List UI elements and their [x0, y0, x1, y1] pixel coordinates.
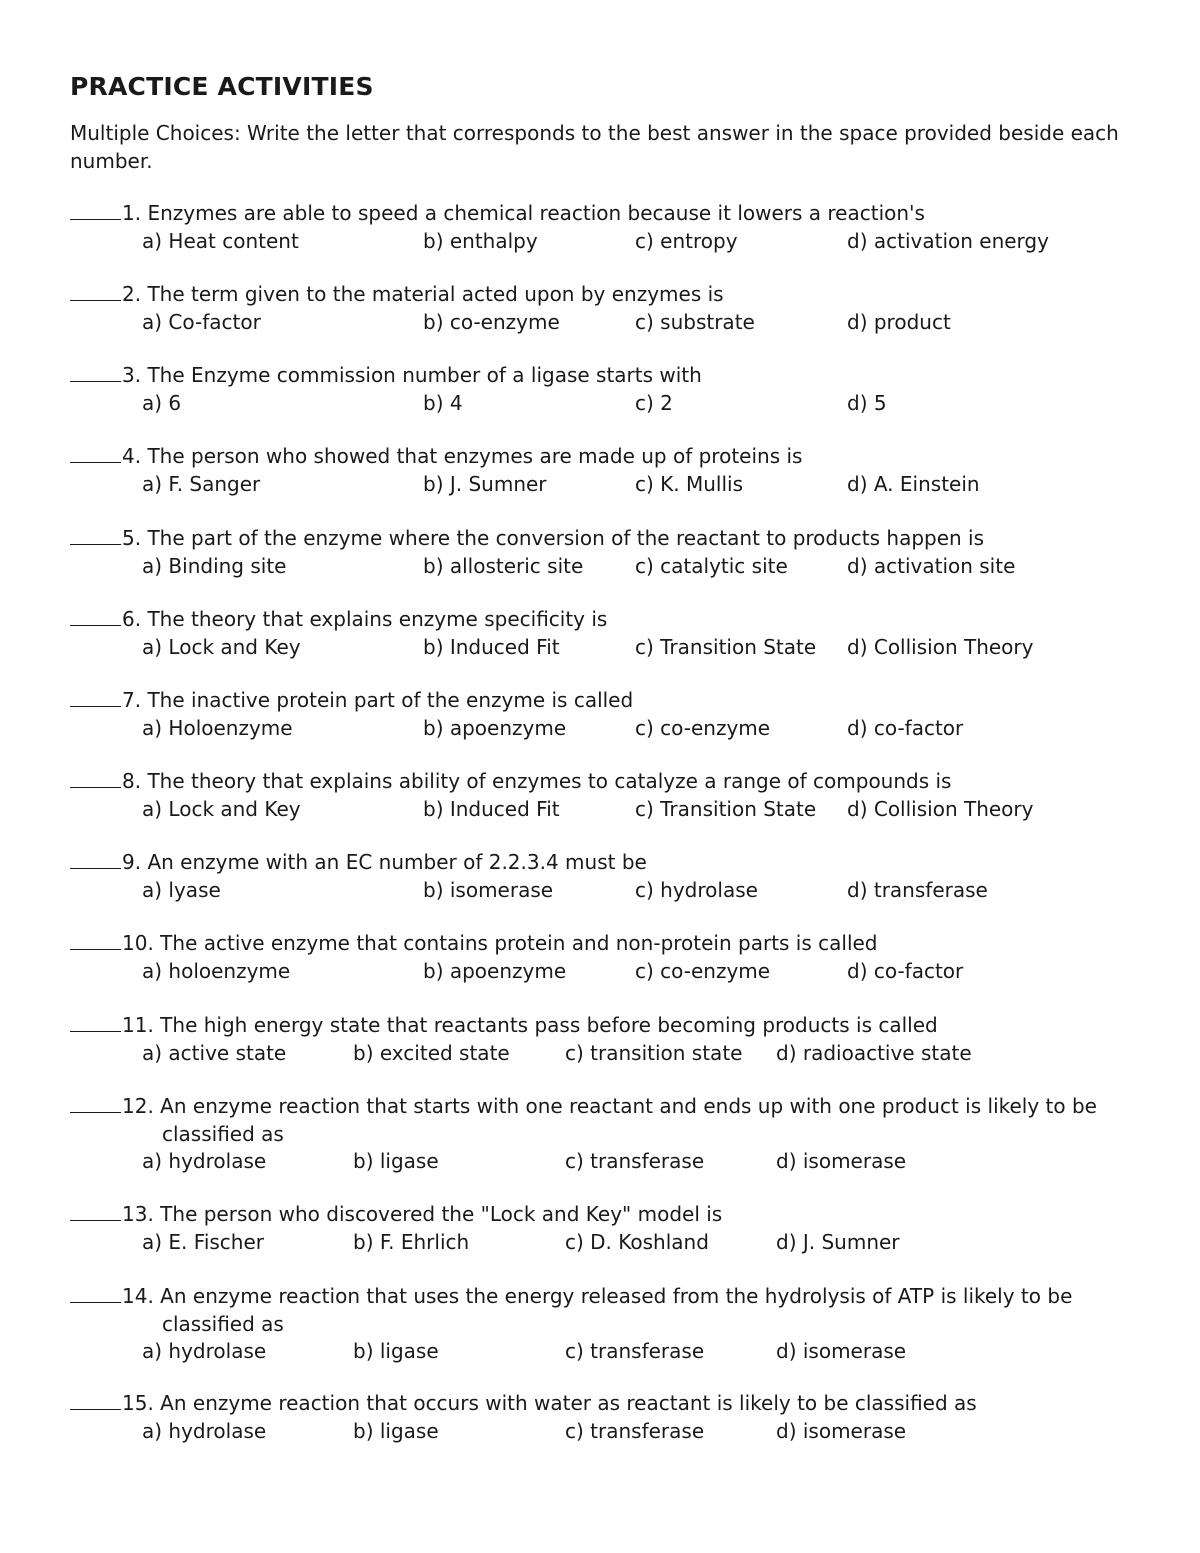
question-item [70, 443, 1150, 498]
option-c: c) co-enzyme [635, 958, 771, 983]
option-c: c) transferase [565, 1149, 705, 1173]
question-text: An enzyme with an EC number of 2.2.3.4 must be [147, 850, 647, 874]
option-row [70, 634, 1150, 662]
question-text: The person who discovered the "Lock and Key" model is [160, 1202, 723, 1226]
question-text: The high energy state that reactants pass before becoming products is called [160, 1013, 938, 1037]
question-number: 15. [122, 1391, 154, 1415]
option-row [70, 1040, 1150, 1068]
question-text: The part of the enzyme where the conversion of the reactant to products happen is [147, 526, 985, 550]
option-b: b) co-enzyme [423, 309, 560, 334]
option-c: c) transferase [565, 1339, 705, 1363]
option-d: d) co-factor [847, 958, 964, 983]
option-row [70, 1338, 1150, 1366]
option-a: a) 6 [142, 390, 182, 415]
question-stem [70, 849, 1150, 877]
option-b: b) enthalpy [423, 228, 538, 253]
question-stem [70, 1201, 1150, 1229]
question-item [70, 849, 1150, 904]
option-d: d) isomerase [776, 1339, 907, 1363]
option-a: a) Lock and Key [142, 634, 301, 659]
option-d: d) J. Sumner [776, 1229, 900, 1254]
question-item [70, 281, 1150, 336]
question-number: 4. [122, 444, 142, 468]
option-b: b) ligase [353, 1418, 439, 1443]
answer-blank[interactable] [70, 443, 121, 463]
option-d: d) Collision Theory [847, 796, 1034, 821]
option-c: c) D. Koshland [565, 1229, 709, 1254]
question-number: 8. [122, 769, 142, 793]
option-c: c) transition state [565, 1040, 743, 1065]
question-item [70, 1012, 1150, 1067]
option-row [70, 390, 1150, 418]
option-b: b) ligase [353, 1149, 439, 1173]
question-stem [70, 200, 1150, 228]
question-item [70, 1390, 1150, 1445]
option-a: a) hydrolase [142, 1418, 267, 1443]
option-c: c) entropy [635, 228, 738, 253]
question-item [70, 1201, 1150, 1256]
answer-blank[interactable] [70, 768, 121, 788]
question-number: 14. [122, 1284, 154, 1308]
option-a: a) F. Sanger [142, 471, 261, 496]
option-row [70, 715, 1150, 743]
option-a: a) hydrolase [142, 1339, 267, 1363]
option-row [70, 309, 1150, 337]
question-text: An enzyme reaction that starts with one reactant and ends up with one product is likely to be classified as [160, 1094, 1097, 1146]
page-title: PRACTICE ACTIVITIES [70, 72, 374, 101]
option-row [70, 1418, 1150, 1446]
option-a: a) Binding site [142, 553, 287, 578]
answer-blank[interactable] [70, 362, 121, 382]
answer-blank[interactable] [70, 1390, 121, 1410]
option-row [70, 1148, 1150, 1176]
question-item [70, 768, 1150, 823]
question-item [70, 930, 1150, 985]
option-b: b) isomerase [423, 877, 554, 902]
option-b: b) Induced Fit [423, 796, 560, 821]
option-b: b) ligase [353, 1339, 439, 1363]
option-c: c) transferase [565, 1418, 705, 1443]
answer-blank[interactable] [70, 1283, 121, 1303]
question-text: The theory that explains ability of enzymes to catalyze a range of compounds is [147, 769, 952, 793]
question-number: 2. [122, 282, 142, 306]
option-a: a) Heat content [142, 228, 299, 253]
option-c: c) catalytic site [635, 553, 788, 578]
option-d: d) transferase [847, 877, 988, 902]
option-b: b) apoenzyme [423, 715, 567, 740]
question-number: 7. [122, 688, 142, 712]
answer-blank[interactable] [70, 849, 121, 869]
question-stem [70, 281, 1150, 309]
question-text: The active enzyme that contains protein and non-protein parts is called [160, 931, 878, 955]
question-text: An enzyme reaction that occurs with water as reactant is likely to be classified as [160, 1391, 977, 1415]
option-d: d) activation site [847, 553, 1016, 578]
question-stem [70, 1093, 1150, 1148]
answer-blank[interactable] [70, 525, 121, 545]
option-b: b) excited state [353, 1040, 510, 1065]
option-c: c) Transition State [635, 796, 817, 821]
question-number: 13. [122, 1202, 154, 1226]
option-b: b) F. Ehrlich [353, 1229, 470, 1254]
question-item [70, 1093, 1150, 1176]
option-c: c) Transition State [635, 634, 817, 659]
option-b: b) apoenzyme [423, 958, 567, 983]
question-number: 10. [122, 931, 154, 955]
question-number: 11. [122, 1013, 154, 1037]
answer-blank[interactable] [70, 930, 121, 950]
question-text: Enzymes are able to speed a chemical reaction because it lowers a reaction's [147, 201, 925, 225]
option-b: b) 4 [423, 390, 463, 415]
option-a: a) E. Fischer [142, 1229, 264, 1254]
option-d: d) A. Einstein [847, 471, 980, 496]
option-d: d) radioactive state [776, 1040, 972, 1065]
question-number: 5. [122, 526, 142, 550]
answer-blank[interactable] [70, 687, 121, 707]
question-number: 1. [122, 201, 142, 225]
option-d: d) co-factor [847, 715, 964, 740]
option-c: c) hydrolase [635, 877, 758, 902]
question-stem [70, 606, 1150, 634]
question-text: The inactive protein part of the enzyme is called [147, 688, 634, 712]
option-a: a) active state [142, 1040, 287, 1065]
option-b: b) J. Sumner [423, 471, 547, 496]
option-d: d) activation energy [847, 228, 1049, 253]
question-text: The theory that explains enzyme specificity is [147, 607, 608, 631]
question-text: The person who showed that enzymes are made up of proteins is [147, 444, 803, 468]
option-d: d) Collision Theory [847, 634, 1034, 659]
question-item [70, 687, 1150, 742]
option-a: a) hydrolase [142, 1149, 267, 1173]
question-number: 6. [122, 607, 142, 631]
option-a: a) Holoenzyme [142, 715, 293, 740]
question-stem [70, 1283, 1150, 1338]
answer-blank[interactable] [70, 606, 121, 626]
question-stem [70, 525, 1150, 553]
option-c: c) 2 [635, 390, 673, 415]
question-stem [70, 362, 1150, 390]
question-stem [70, 1390, 1150, 1418]
option-a: a) lyase [142, 877, 221, 902]
question-number: 12. [122, 1094, 154, 1118]
question-item [70, 525, 1150, 580]
question-item [70, 200, 1150, 255]
option-row [70, 228, 1150, 256]
question-text: The Enzyme commission number of a ligase starts with [147, 363, 702, 387]
option-d: d) 5 [847, 390, 887, 415]
instructions: Multiple Choices: Write the letter that corresponds to the best answer in the space provided beside each number. [70, 121, 1119, 173]
question-item [70, 362, 1150, 417]
option-row [70, 877, 1150, 905]
option-b: b) allosteric site [423, 553, 584, 578]
question-stem [70, 1012, 1150, 1040]
question-stem [70, 930, 1150, 958]
option-c: c) co-enzyme [635, 715, 771, 740]
answer-blank[interactable] [70, 200, 121, 220]
answer-blank[interactable] [70, 1093, 121, 1113]
option-d: d) isomerase [776, 1149, 907, 1173]
question-text: The term given to the material acted upon by enzymes is [147, 282, 724, 306]
option-row [70, 958, 1150, 986]
question-item [70, 606, 1150, 661]
option-d: d) product [847, 309, 951, 334]
option-row [70, 796, 1150, 824]
question-text: An enzyme reaction that uses the energy released from the hydrolysis of ATP is likely to be classified as [160, 1284, 1073, 1336]
option-d: d) isomerase [776, 1418, 907, 1443]
option-a: a) Co-factor [142, 309, 261, 334]
question-number: 9. [122, 850, 142, 874]
option-row [70, 1229, 1150, 1257]
question-stem [70, 768, 1150, 796]
option-a: a) Lock and Key [142, 796, 301, 821]
answer-blank[interactable] [70, 1201, 121, 1221]
option-row [70, 471, 1150, 499]
question-number: 3. [122, 363, 142, 387]
option-b: b) Induced Fit [423, 634, 560, 659]
question-stem [70, 443, 1150, 471]
option-c: c) substrate [635, 309, 755, 334]
option-c: c) K. Mullis [635, 471, 744, 496]
question-item [70, 1283, 1150, 1366]
option-row [70, 553, 1150, 581]
question-stem [70, 687, 1150, 715]
option-a: a) holoenzyme [142, 958, 291, 983]
answer-blank[interactable] [70, 281, 121, 301]
answer-blank[interactable] [70, 1012, 121, 1032]
